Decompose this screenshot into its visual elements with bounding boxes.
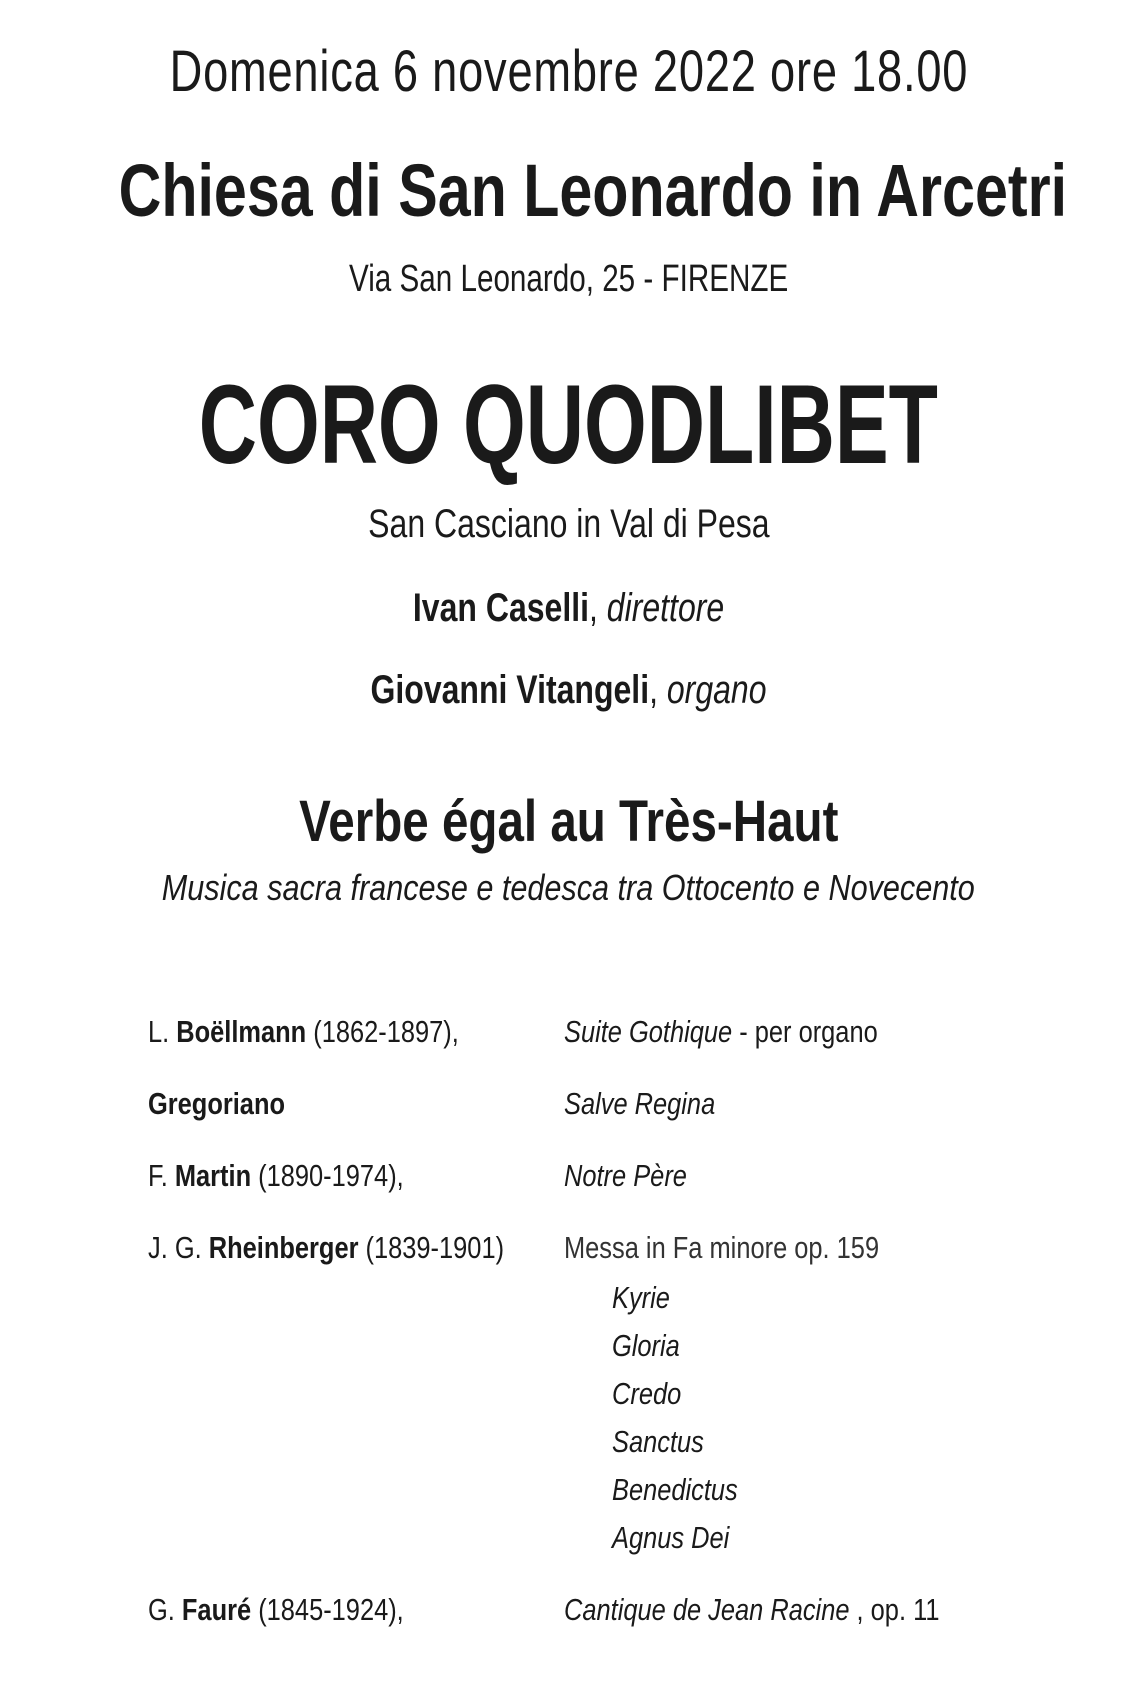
choir-name: CORO QUODLIBET (198, 362, 939, 487)
work: Notre Père (564, 1158, 687, 1193)
composer: J. G. Rheinberger (1839-1901) (148, 1230, 505, 1265)
choir-city: San Casciano in Val di Pesa (367, 502, 770, 546)
composer: L. Boëllmann (1862-1897), (148, 1014, 459, 1049)
program-subtitle: Musica sacra francese e tedesca tra Ottocento e Novecento (161, 867, 976, 908)
work: Cantique de Jean Racine , op. 11 (564, 1592, 940, 1627)
organist-credit (0, 668, 1137, 713)
mass-movement: Kyrie (612, 1280, 670, 1315)
program-row (0, 1086, 1137, 1130)
venue-address: Via San Leonardo, 25 - FIRENZE (348, 258, 789, 300)
organist-separator: , (649, 668, 667, 712)
concert-date: Domenica 6 novembre 2022 ore 18.00 (169, 39, 968, 104)
director-role: direttore (606, 586, 725, 630)
program-row (0, 1230, 1137, 1274)
composer: Gregoriano (148, 1086, 286, 1121)
work: Suite Gothique - per organo (564, 1014, 878, 1049)
director-credit (0, 586, 1137, 631)
director-name: Ivan Caselli (412, 586, 589, 630)
program-row (0, 1158, 1137, 1202)
mass-movement: Gloria (612, 1328, 680, 1363)
program-row (0, 1592, 1137, 1636)
organist-role: organo (666, 668, 767, 712)
mass-movement: Credo (612, 1376, 682, 1411)
venue-name: Chiesa di San Leonardo in Arcetri (118, 149, 1068, 232)
mass-movement: Benedictus (612, 1472, 738, 1507)
work: Salve Regina (564, 1086, 716, 1121)
program-title: Verbe égal au Très-Haut (298, 789, 839, 854)
mass-movement: Sanctus (612, 1424, 704, 1459)
director-separator: , (588, 586, 607, 630)
composer: G. Fauré (1845-1924), (148, 1592, 404, 1627)
work: Messa in Fa minore op. 159 (564, 1230, 880, 1265)
organist-name: Giovanni Vitangeli (370, 668, 650, 712)
program-row (0, 1014, 1137, 1058)
composer: F. Martin (1890-1974), (148, 1158, 404, 1193)
mass-movement: Agnus Dei (612, 1520, 730, 1555)
